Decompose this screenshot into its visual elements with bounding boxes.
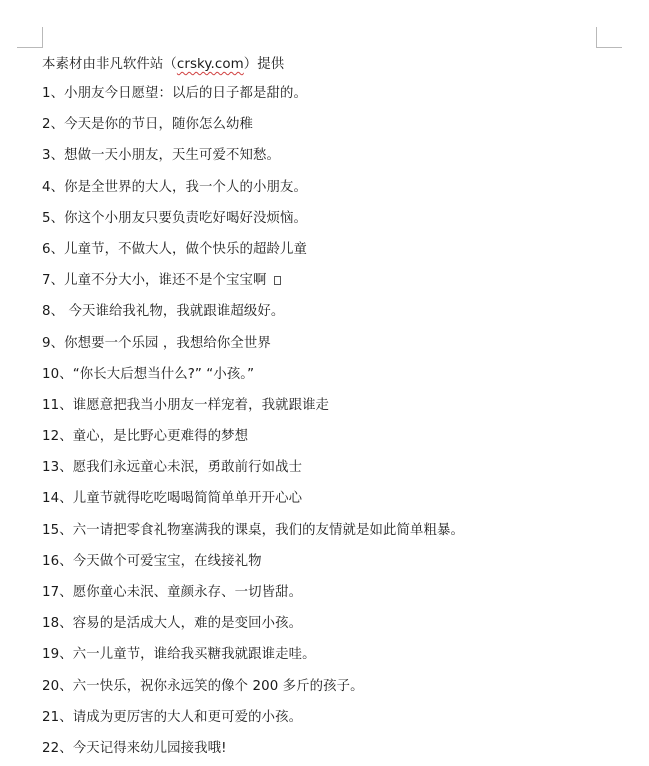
document-body[interactable] [42,52,632,764]
list-item-9: 9、你想要一个乐园 ，我想给你全世界 [42,335,271,351]
list-item-1: 1、小朋友今日愿望：以后的日子都是甜的。 [42,86,307,101]
list-item-19: 19、六一儿童节，谁给我买糖我就跟谁走哇。 [42,647,316,663]
list-item-2: 2、今天是你的节日，随你怎么幼稚 [42,117,253,133]
missing-glyph-icon [274,276,281,285]
list-item-3: 3、想做一天小朋友，天生可爱不知愁。 [42,148,280,164]
list-item-22: 22、今天记得来幼儿园接我哦! [42,740,227,756]
list-item-16: 16、今天做个可爱宝宝，在线接礼物 [42,553,262,569]
list-item-6: 6、儿童节，不做大人，做个快乐的超龄儿童 [42,241,307,257]
list-item-13: 13、愿我们永远童心未泯，勇敢前行如战士 [42,460,303,476]
source-credit-prefix: 本素材由非凡软件站（ [42,57,177,72]
list-item-21: 21、请成为更厉害的大人和更可爱的小孩。 [42,709,303,725]
list-item-14: 14、儿童节就得吃吃喝喝简简单单开开心心 [42,491,303,507]
crop-mark-top-right [596,27,622,48]
list-item-11: 11、谁愿意把我当小朋友一样宠着，我就跟谁走 [42,397,330,413]
list-item-12: 12、童心，是比野心更难得的梦想 [42,429,249,445]
crop-mark-top-left [17,27,43,48]
list-item-7-text: 7、儿童不分大小，谁还不是个宝宝啊 [42,273,267,289]
list-item-4: 4、你是全世界的大人，我一个人的小朋友。 [42,179,307,195]
list-item-10: 10、“你长大后想当什么?” “小孩。” [42,366,255,382]
source-link-text: crsky.com [176,57,244,72]
list-item-8: 8、 今天谁给我礼物，我就跟谁超级好。 [42,304,285,320]
source-credit-line [42,52,632,78]
list-item-20: 20、六一快乐，祝你永远笑的像个 200 多斤的孩子。 [42,678,364,694]
list-item-7 [42,265,632,296]
list-item-15: 15、六一请把零食礼物塞满我的课桌，我们的友情就是如此简单粗暴。 [42,522,464,538]
list-item-17: 17、愿你童心未泯、童颜永存、一切皆甜。 [42,585,303,600]
list-item-18: 18、容易的是活成大人，难的是变回小孩。 [42,616,303,632]
list-item-5: 5、你这个小朋友只要负责吃好喝好没烦恼。 [42,210,307,226]
source-credit-suffix: ）提供 [243,57,285,72]
